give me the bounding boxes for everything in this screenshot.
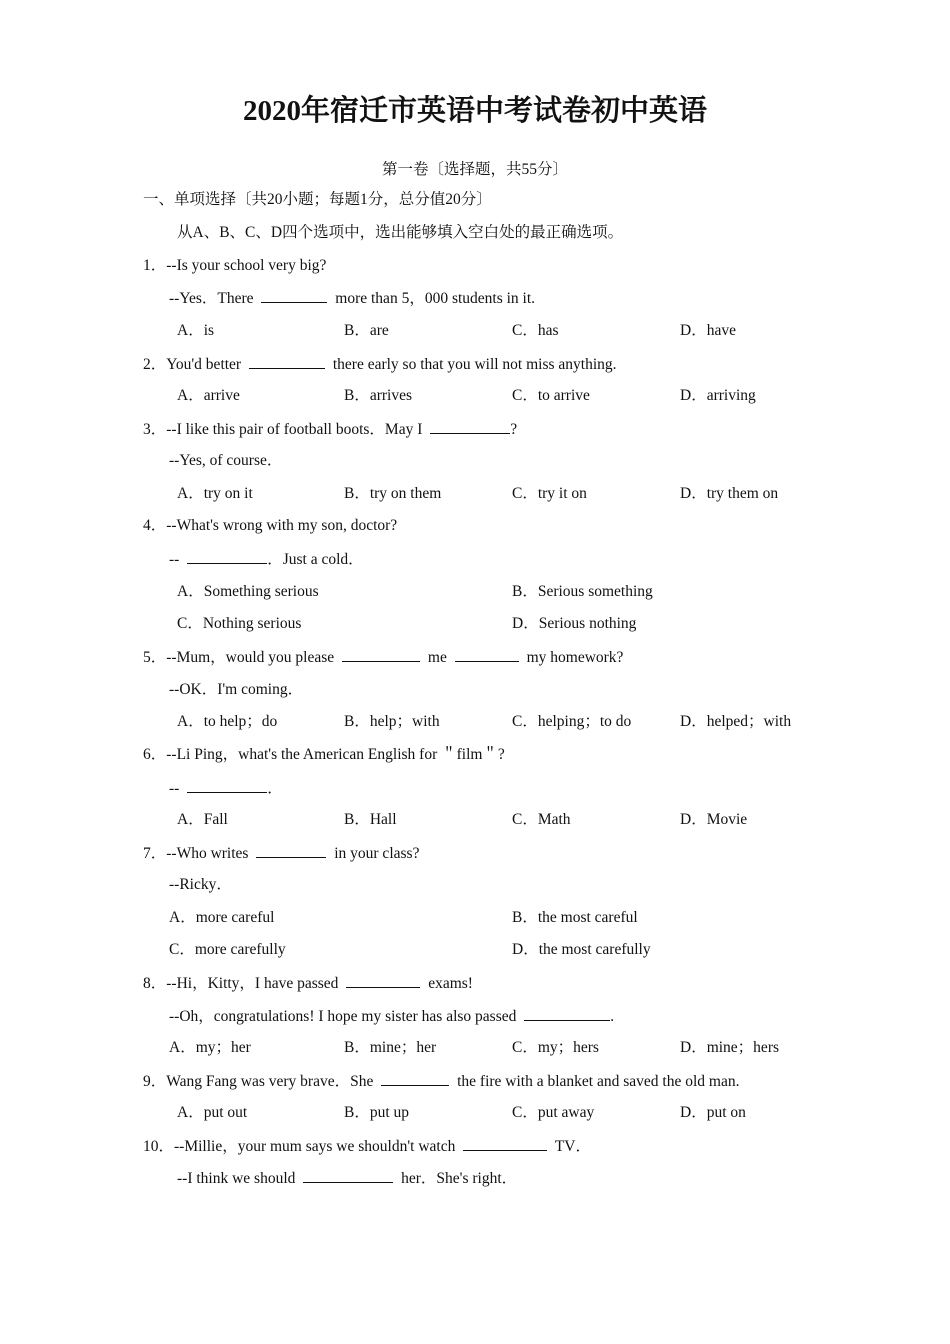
question-9-option-a: A．put out <box>177 1104 248 1121</box>
question-6-stem: 6．--Li Ping，what's the American English for ＂film＂? <box>143 746 505 763</box>
answer-blank <box>524 1006 610 1021</box>
answer-blank <box>463 1136 547 1151</box>
question-1-option-a: A．is <box>177 322 215 339</box>
question-7-stem: 7．--Who writes in your class? <box>143 845 420 862</box>
question-1-option-c: C．has <box>512 322 559 339</box>
answer-blank <box>303 1168 393 1183</box>
answer-blank <box>342 647 420 662</box>
answer-blank <box>455 647 519 662</box>
question-7-option-c: C．more carefully <box>169 941 286 958</box>
answer-blank <box>261 288 327 303</box>
question-1-stem: 1．--Is your school very big? <box>143 257 327 274</box>
question-3-reply: --Yes, of course． <box>169 452 283 469</box>
question-4-option-d: D．Serious nothing <box>512 615 637 632</box>
question-7-reply: --Ricky． <box>169 876 232 893</box>
answer-blank <box>249 354 325 369</box>
question-1-option-b: B．are <box>344 322 389 339</box>
question-8-option-c: C．my；hers <box>512 1039 599 1056</box>
answer-blank <box>381 1071 449 1086</box>
answer-blank <box>430 419 510 434</box>
question-5-stem: 5．--Mum，would you please me my homework? <box>143 649 624 666</box>
question-9-option-b: B．put up <box>344 1104 410 1121</box>
question-2-option-a: A．arrive <box>177 387 240 404</box>
question-1-answer-line: --Yes．There more than 5，000 students in it. <box>169 290 536 307</box>
answer-blank <box>187 778 267 793</box>
question-10-reply: --I think we should her．She's right． <box>177 1170 518 1187</box>
question-8-reply: --Oh，congratulations! I hope my sister has also passed . <box>169 1008 615 1025</box>
question-3-option-d: D．try them on <box>680 485 779 502</box>
question-4-option-b: B．Serious something <box>512 583 653 600</box>
question-2-option-b: B．arrives <box>344 387 413 404</box>
question-3-stem: 3．--I like this pair of football boots．May I ? <box>143 421 518 438</box>
question-6-answer-line: -- ． <box>169 780 283 797</box>
question-8-option-d: D．mine；hers <box>680 1039 780 1056</box>
question-2-option-c: C．to arrive <box>512 387 590 404</box>
question-5-option-d: D．helped；with <box>680 713 792 730</box>
question-4-answer-line: -- ．Just a cold． <box>169 551 364 568</box>
question-3-option-c: C．try it on <box>512 485 587 502</box>
question-5-reply: --OK．I'm coming． <box>169 681 304 698</box>
question-5-option-b: B．help；with <box>344 713 440 730</box>
question-2-stem: 2．You'd better there early so that you will not miss anything. <box>143 356 617 373</box>
question-6-option-a: A．Fall <box>177 811 228 828</box>
question-4-option-a: A．Something serious <box>177 583 319 600</box>
question-9-option-d: D．put on <box>680 1104 746 1121</box>
question-8-option-a: A．my；her <box>169 1039 251 1056</box>
part-heading: 第一卷〔选择题，共55分〕 <box>381 161 568 178</box>
question-4-stem: 4．--What's wrong with my son, doctor? <box>143 517 398 534</box>
question-7-option-b: B．the most careful <box>512 909 638 926</box>
answer-blank <box>256 843 326 858</box>
question-6-option-c: C．Math <box>512 811 571 828</box>
question-9-option-c: C．put away <box>512 1104 595 1121</box>
question-8-option-b: B．mine；her <box>344 1039 437 1056</box>
question-3-option-b: B．try on them <box>344 485 442 502</box>
question-6-option-b: B．Hall <box>344 811 397 828</box>
question-10-stem: 10．--Millie，your mum says we shouldn't watch TV． <box>143 1138 591 1155</box>
question-2-option-d: D．arriving <box>680 387 756 404</box>
question-4-option-c: C．Nothing serious <box>177 615 302 632</box>
question-7-option-d: D．the most carefully <box>512 941 651 958</box>
answer-blank <box>187 549 267 564</box>
exam-title: 2020年宿迁市英语中考试卷初中英语 <box>242 95 707 127</box>
section-heading: 一、单项选择〔共20小题；每题1分，总分值20分〕 <box>143 191 492 208</box>
instruction-text: 从A、B、C、D四个选项中，选出能够填入空白处的最正确选项。 <box>177 224 624 241</box>
question-6-option-d: D．Movie <box>680 811 748 828</box>
question-8-stem: 8．--Hi，Kitty，I have passed exams! <box>143 975 473 992</box>
question-5-option-a: A．to help；do <box>177 713 278 730</box>
question-7-option-a: A．more careful <box>169 909 275 926</box>
question-1-option-d: D．have <box>680 322 736 339</box>
question-9-stem: 9．Wang Fang was very brave．She the fire with a blanket and saved the old man. <box>143 1073 740 1090</box>
question-5-option-c: C．helping；to do <box>512 713 632 730</box>
question-3-option-a: A．try on it <box>177 485 253 502</box>
answer-blank <box>346 973 420 988</box>
